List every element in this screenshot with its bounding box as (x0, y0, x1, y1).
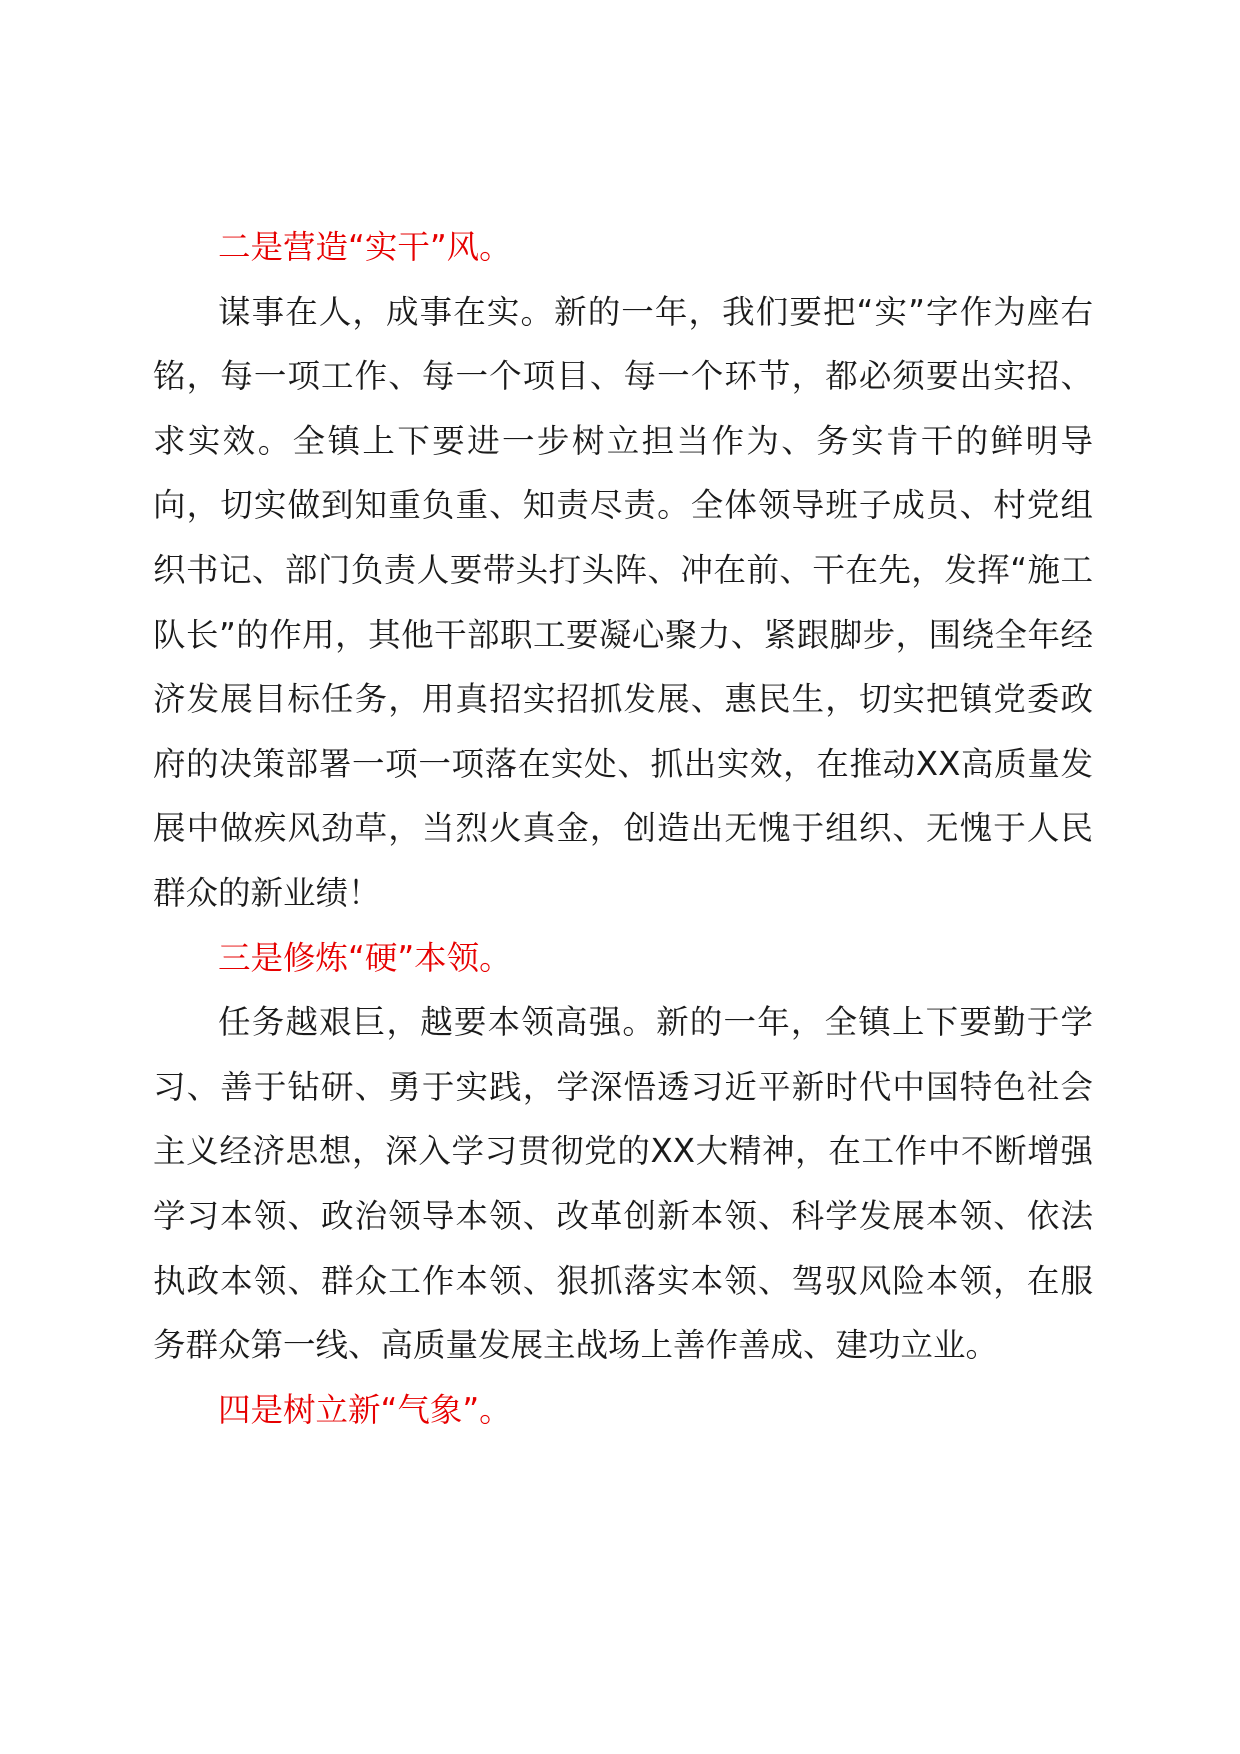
section-paragraph-2: 谋事在人，成事在实。新的一年，我们要把“实”字作为座右铭，每一项工作、每一个项目、每一个环节，都必须要出实招、求实效。全镇上下要进一步树立担当作为、务实肯干的鲜明导向，切实做到知重负重、知责尽责。全体领导班子成员、村党组织书记、部门负责人要带头打头阵、冲在前、干在先，发挥“施工队长”的作用，其他干部职工要凝心聚力、紧跟脚步，围绕全年经济发展目标任务，用真招实招抓发展、惠民生，切实把镇党委政府的决策部署一项一项落在实处、抓出实效，在推动XX高质量发展中做疾风劲草，当烈火真金，创造出无愧于组织、无愧于人民群众的新业绩！ (153, 292, 1093, 912)
document-body (153, 215, 1093, 1442)
section-heading-4: 四是树立新“气象”。 (218, 1390, 512, 1429)
section-paragraph-3: 任务越艰巨，越要本领高强。新的一年，全镇上下要勤于学习、善于钻研、勇于实践，学深悟透习近平新时代中国特色社会主义经济思想，深入学习贯彻党的XX大精神，在工作中不断增强学习本领、政治领导本领、改革创新本领、科学发展本领、依法执政本领、群众工作本领、狠抓落实本领、驾驭风险本领，在服务群众第一线、高质量发展主战场上善作善成、建功立业。 (153, 1003, 1093, 1365)
section-heading-2: 二是营造“实干”风。 (218, 228, 512, 266)
section-heading-3: 三是修炼“硬”本领。 (218, 938, 512, 977)
